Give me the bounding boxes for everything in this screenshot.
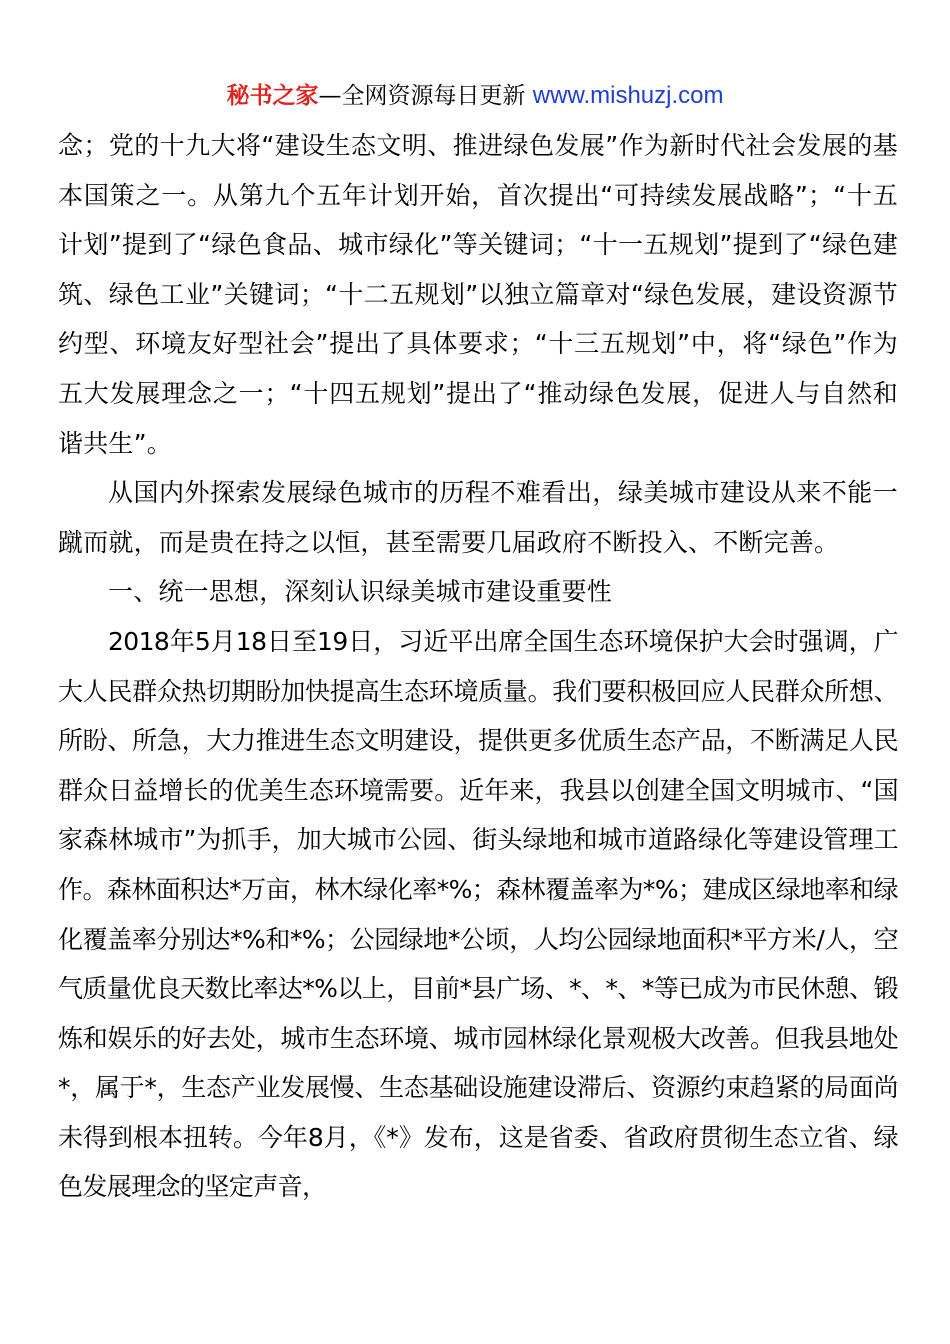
site-url-link[interactable]: www.mishuzj.com — [532, 82, 724, 109]
document-body — [58, 121, 898, 1212]
section-heading-1: 一、统一思想，深刻认识绿美城市建设重要性 — [108, 577, 613, 607]
site-tagline: —全网资源每日更新 — [318, 83, 533, 109]
paragraph-county-status: 2018年5月18日至19日，习近平出席全国生态环境保护大会时强调，广大人民群众热切期盼加快提高生态环境质量。我们要积极回应人民群众所想、所盼、所急，大力推进生态文明建设，提供更多优质生态产品，不断满足人民群众日益增长的优美生态环境需要。近年来，我县以创建全国文明城市、“国家森林城市”为抓手，加大城市公园、街头绿地和城市道路绿化等建设管理工作。森林面积达*万亩，林木绿化率*%；森林覆盖率为*%；建成区绿地率和绿化覆盖率分别达*%和*%；公园绿地*公顷，人均公园绿地面积*平方米/人，空气质量优良天数比率达*%以上，目前*县广场、*、*、*等已成为市民休憩、锻炼和娱乐的好去处，城市生态环境、城市园林绿化景观极大改善。但我县地处*，属于*，生态产业发展慢、生态基础设施建设滞后、资源约束趋紧的局面尚未得到根本扭转。今年8月，《*》发布，这是省委、省政府贯彻生态立省、绿色发展理念的坚定声音， — [58, 626, 898, 1202]
site-header — [0, 80, 950, 112]
site-brand: 秘书之家 — [226, 83, 319, 109]
paragraph-green-development-history: 念；党的十九大将“建设生态文明、推进绿色发展”作为新时代社会发展的基本国策之一。从第九个五年计划开始，首次提出“可持续发展战略”；“十五计划”提到了“绿色食品、城市绿化”等关键词；“十一五规划”提到了“绿色建筑、绿色工业”关键词；“十二五规划”以独立篇章对“绿色发展，建设资源节约型、环境友好型社会”提出了具体要求；“十三五规划”中，将“绿色”作为五大发展理念之一；“十四五规划”提出了“推动绿色发展，促进人与自然和谐共生”。 — [58, 131, 898, 458]
paragraph-green-city-exploration: 从国内外探索发展绿色城市的历程不难看出，绿美城市建设从来不能一蹴而就，而是贵在持之以恒，甚至需要几届政府不断投入、不断完善。 — [58, 478, 898, 557]
